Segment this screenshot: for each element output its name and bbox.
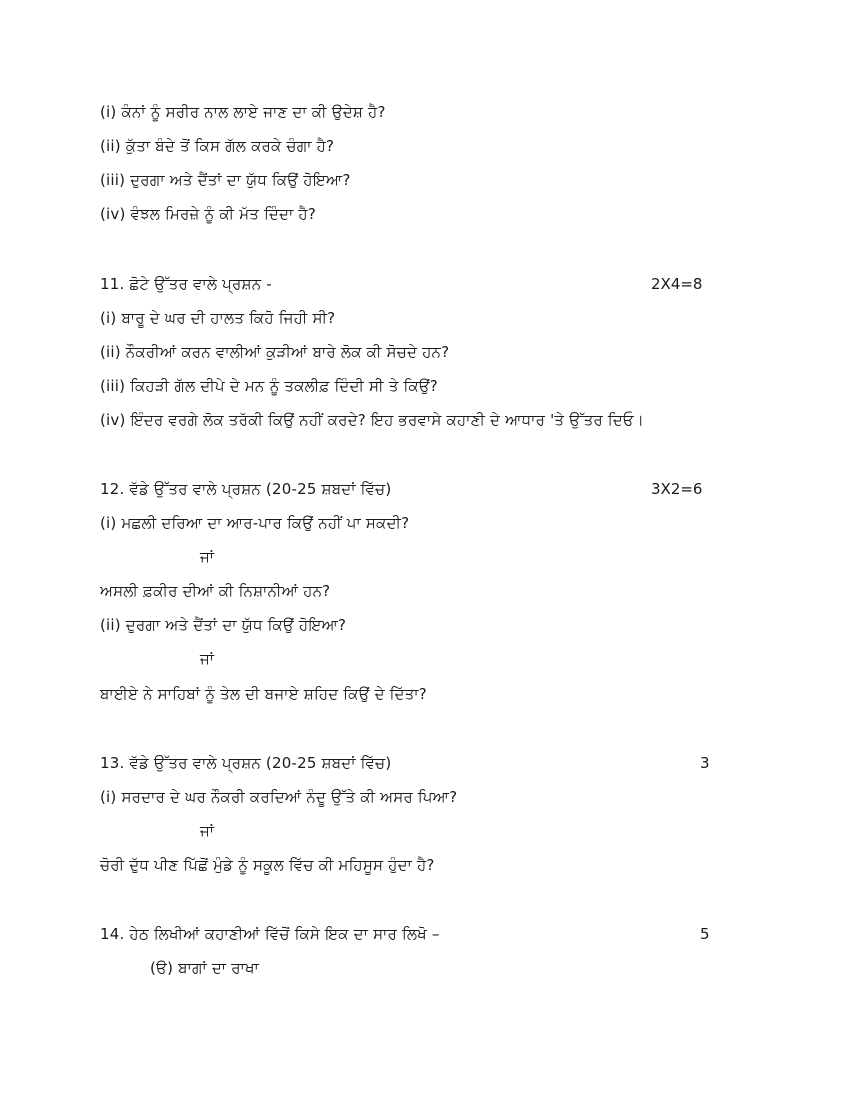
question-9-iii: (iii) ਦੁਰਗਾ ਅਤੇ ਦੈਂਤਾਂ ਦਾ ਯੁੱਧ ਕਿਉਂ ਹੋਇਆ? xyxy=(100,171,351,189)
question-12-ii: (ii) ਦੁਰਗਾ ਅਤੇ ਦੈਂਤਾਂ ਦਾ ਯੁੱਧ ਕਿਉਂ ਹੋਇਆ? xyxy=(100,616,347,634)
or-label: ਜਾਂ xyxy=(200,548,215,566)
question-11-i: (i) ਬਾਰੂ ਦੇ ਘਰ ਦੀ ਹਾਲਤ ਕਿਹੋ ਜਿਹੀ ਸੀ? xyxy=(100,309,336,327)
question-12-i-alt: ਅਸਲੀ ਫ਼ਕੀਰ ਦੀਆਂ ਕੀ ਨਿਸ਼ਾਨੀਆਂ ਹਨ? xyxy=(100,582,331,600)
section-14-heading: 14. ਹੇਠ ਲਿਖੀਆਂ ਕਹਾਣੀਆਂ ਵਿੱਚੋਂ ਕਿਸੇ ਇਕ ਦਾ ਸਾਰ ਲਿਖੋ – xyxy=(100,925,440,943)
question-11-iii: (iii) ਕਿਹੜੀ ਗੱਲ ਦੀਪੇ ਦੇ ਮਨ ਨੂੰ ਤਕਲੀਫ਼ ਦਿੰਦੀ ਸੀ ਤੇ ਕਿਉਂ? xyxy=(100,377,438,395)
question-9-iv: (iv) ਵੰਝਲ ਮਿਰਜ਼ੇ ਨੂੰ ਕੀ ਮੱਤ ਦਿੰਦਾ ਹੈ? xyxy=(100,205,316,223)
section-13-heading: 13. ਵੱਡੇ ਉੱਤਰ ਵਾਲੇ ਪ੍ਰਸ਼ਨ (20-25 ਸ਼ਬਦਾਂ ਵਿੱਚ) xyxy=(100,754,392,772)
section-11-heading: 11. ਛੋਟੇ ਉੱਤਰ ਵਾਲੇ ਪ੍ਰਸ਼ਨ - xyxy=(100,275,272,293)
section-14-marks: 5 xyxy=(700,925,710,943)
question-13-i-alt: ਚੋਰੀ ਦੁੱਧ ਪੀਣ ਪਿੱਛੋਂ ਮੁੰਡੇ ਨੂੰ ਸਕੂਲ ਵਿੱਚ ਕੀ ਮਹਿਸੂਸ ਹੁੰਦਾ ਹੈ? xyxy=(100,856,435,874)
or-label: ਜਾਂ xyxy=(200,822,215,840)
or-label: ਜਾਂ xyxy=(200,650,215,668)
section-12-heading: 12. ਵੱਡੇ ਉੱਤਰ ਵਾਲੇ ਪ੍ਰਸ਼ਨ (20-25 ਸ਼ਬਦਾਂ ਵਿੱਚ) xyxy=(100,480,392,498)
question-11-ii: (ii) ਨੌਕਰੀਆਂ ਕਰਨ ਵਾਲੀਆਂ ਕੁੜੀਆਂ ਬਾਰੇ ਲੋਕ ਕੀ ਸੋਚਦੇ ਹਨ? xyxy=(100,343,450,361)
section-14-option-a: (ੳ) ਬਾਗਾਂ ਦਾ ਰਾਖਾ xyxy=(150,959,260,977)
question-9-i: (i) ਕੰਨਾਂ ਨੂੰ ਸਰੀਰ ਨਾਲ ਲਾਏ ਜਾਣ ਦਾ ਕੀ ਉਦੇਸ਼ ਹੈ? xyxy=(100,103,386,121)
question-13-i: (i) ਸਰਦਾਰ ਦੇ ਘਰ ਨੌਕਰੀ ਕਰਦਿਆਂ ਨੰਦੂ ਉੱਤੇ ਕੀ ਅਸਰ ਪਿਆ? xyxy=(100,788,458,806)
question-9-ii: (ii) ਕੁੱਤਾ ਬੰਦੇ ਤੋਂ ਕਿਸ ਗੱਲ ਕਰਕੇ ਚੰਗਾ ਹੈ? xyxy=(100,137,335,155)
question-12-i: (i) ਮਛਲੀ ਦਰਿਆ ਦਾ ਆਰ-ਪਾਰ ਕਿਉਂ ਨਹੀਂ ਪਾ ਸਕਦੀ? xyxy=(100,514,410,532)
section-11-marks: 2X4=8 xyxy=(651,275,703,293)
section-12-marks: 3X2=6 xyxy=(651,480,703,498)
question-11-iv: (iv) ਇੰਦਰ ਵਰਗੇ ਲੋਕ ਤਰੱਕੀ ਕਿਉਂ ਨਹੀਂ ਕਰਦੇ? ਇਹ ਭਰਵਾਸੇ ਕਹਾਣੀ ਦੇ ਆਧਾਰ 'ਤੇ ਉੱਤਰ ਦਿਓ। xyxy=(100,411,645,429)
question-12-ii-alt: ਬਾਈਏ ਨੇ ਸਾਹਿਬਾਂ ਨੂੰ ਤੇਲ ਦੀ ਬਜਾਏ ਸ਼ਹਿਦ ਕਿਉਂ ਦੇ ਦਿੱਤਾ? xyxy=(100,685,427,703)
section-13-marks: 3 xyxy=(700,754,710,772)
